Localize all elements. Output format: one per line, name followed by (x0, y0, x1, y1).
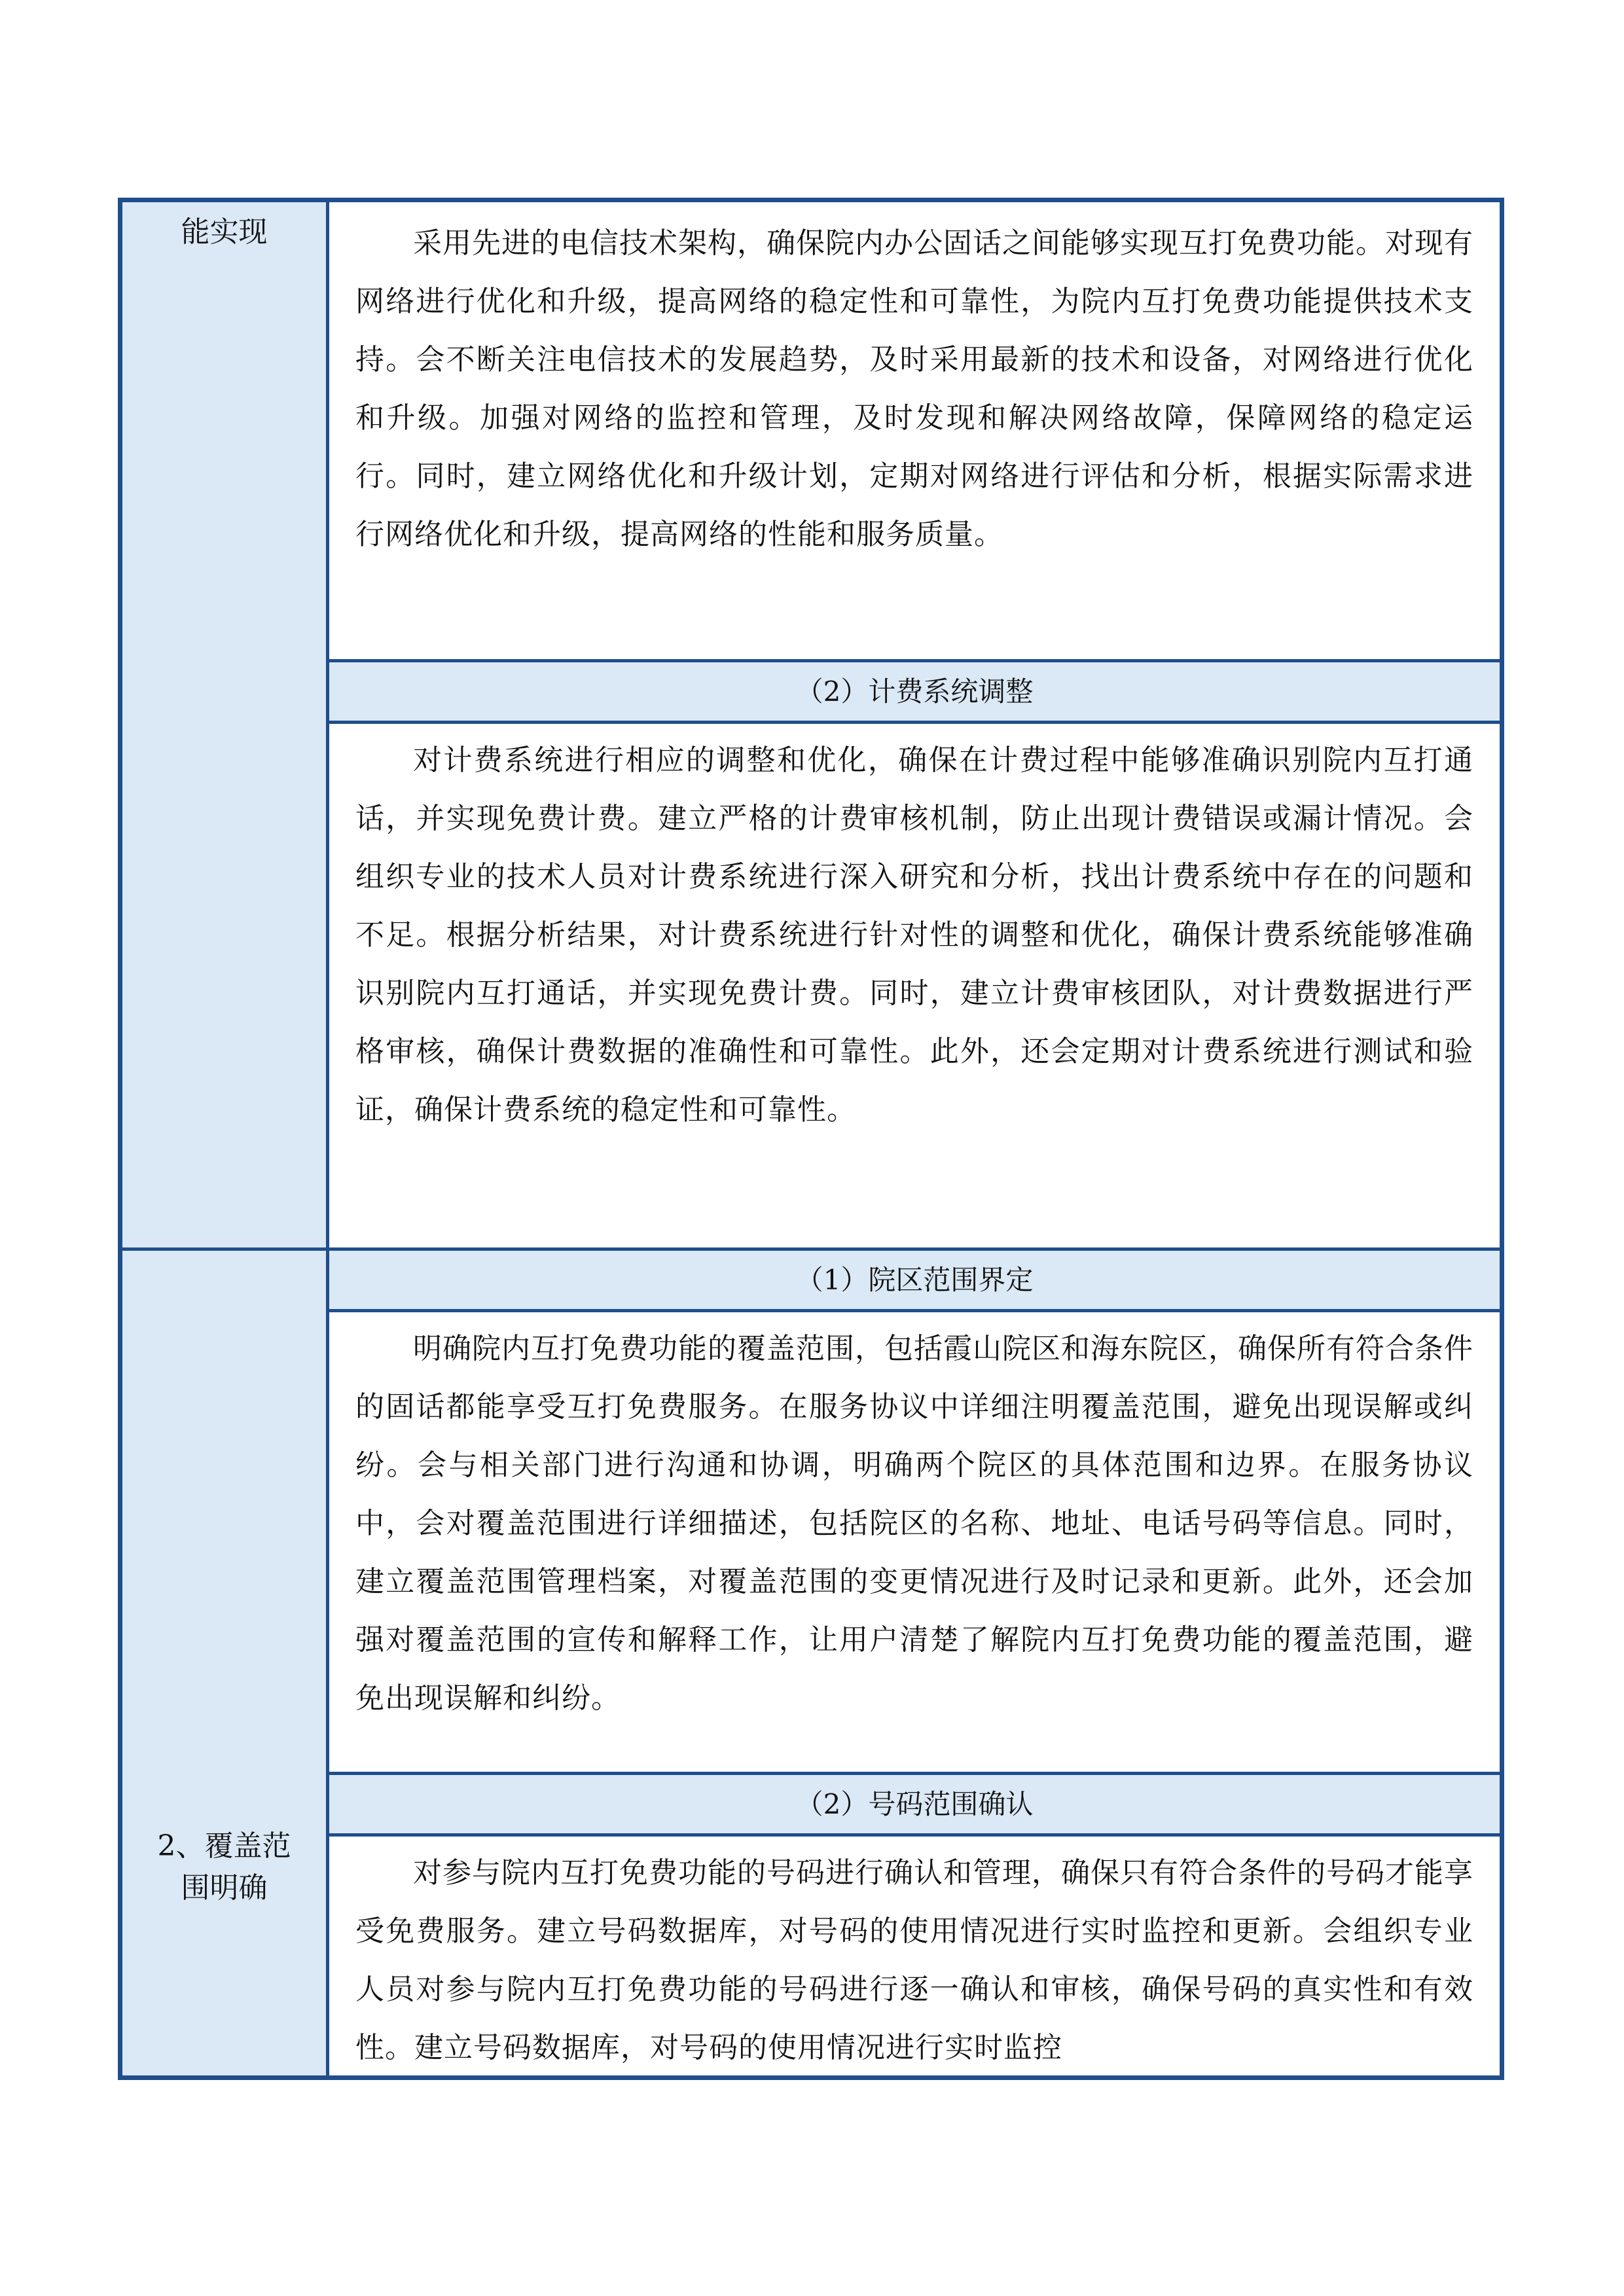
content-table (118, 198, 1504, 2080)
subsection-title-campus-scope: （1）院区范围界定 (329, 1251, 1500, 1309)
subsection-title-billing: （2）计费系统调整 (329, 662, 1500, 721)
paragraph-campus-scope: 明确院内互打免费功能的覆盖范围，包括霞山院区和海东院区，确保所有符合条件的固话都能享受互打免费服务。在服务协议中详细注明覆盖范围，避免出现误解或纠纷。会与相关部门进行沟通和协调，明确两个院区的具体范围和边界。在服务协议中，会对覆盖范围进行详细描述，包括院区的名称、地址、电话号码等信息。同时，建立覆盖范围管理档案，对覆盖范围的变更情况进行及时记录和更新。此外，还会加强对覆盖范围的宣传和解释工作，让用户清楚了解院内互打免费功能的覆盖范围，避免出现误解和纠纷。 (355, 1332, 1473, 1715)
subsection-title-number-scope: （2）号码范围确认 (329, 1775, 1500, 1833)
section-label-coverage-line2: 围明确 (181, 1871, 268, 1905)
row-divider (329, 1309, 1500, 1312)
paragraph-telecom-architecture: 采用先进的电信技术架构，确保院内办公固话之间能够实现互打免费功能。对现有网络进行优化和升级，提高网络的稳定性和可靠性，为院内互打免费功能提供技术支持。会不断关注电信技术的发展趋势，及时采用最新的技术和设备，对网络进行优化和升级。加强对网络的监控和管理，及时发现和解决网络故障，保障网络的稳定运行。同时，建立网络优化和升级计划，定期对网络进行评估和分析，根据实际需求进行网络优化和升级，提高网络的性能和服务质量。 (355, 226, 1473, 551)
row-divider (329, 721, 1500, 724)
section-label-coverage-line1: 2、覆盖范 (157, 1829, 291, 1863)
section-content-column (329, 202, 1500, 2075)
section-label-feature: 能实现 (181, 215, 268, 249)
row-divider (329, 1833, 1500, 1837)
paragraph-billing-adjustment: 对计费系统进行相应的调整和优化，确保在计费过程中能够准确识别院内互打通话，并实现免费计费。建立严格的计费审核机制，防止出现计费错误或漏计情况。会组织专业的技术人员对计费系统进行深入研究和分析，找出计费系统中存在的问题和不足。根据分析结果，对计费系统进行针对性的调整和优化，确保计费系统能够准确识别院内互打通话，并实现免费计费。同时，建立计费审核团队，对计费数据进行严格审核，确保计费数据的准确性和可靠性。此外，还会定期对计费系统进行测试和验证，确保计费系统的稳定性和可靠性。 (355, 744, 1473, 1126)
section-label-column (122, 202, 329, 2075)
paragraph-number-scope: 对参与院内互打免费功能的号码进行确认和管理，确保只有符合条件的号码才能享受免费服务。建立号码数据库，对号码的使用情况进行实时监控和更新。会组织专业人员对参与院内互打免费功能的号码进行逐一确认和审核，确保号码的真实性和有效性。建立号码数据库，对号码的使用情况进行实时监控 (355, 1856, 1473, 2064)
